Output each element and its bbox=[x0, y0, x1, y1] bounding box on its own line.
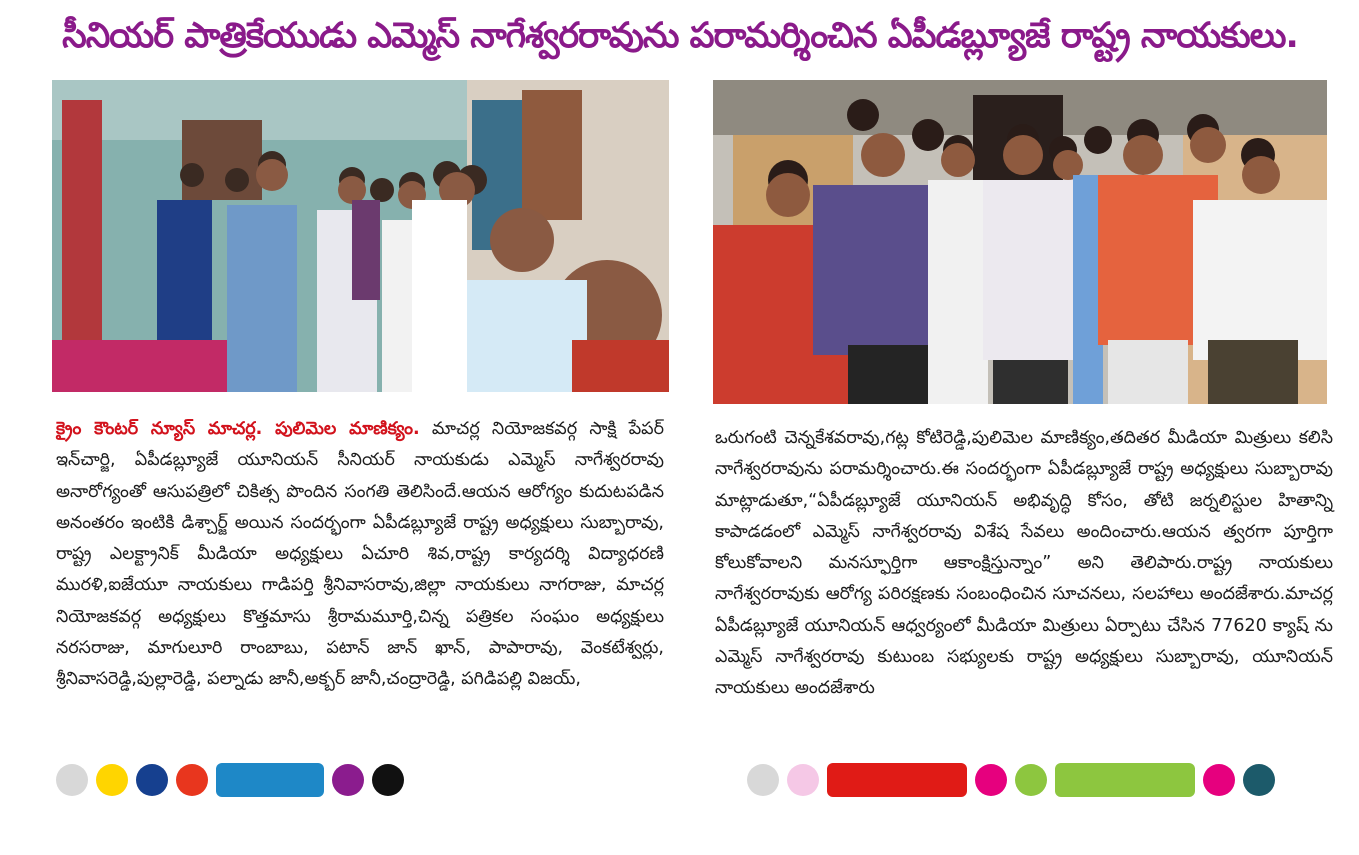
color-registration-bar-left bbox=[56, 762, 412, 798]
article-right-body: ఒరుగంటి చెన్నకేశవరావు,గట్ల కోటిరెడ్డి,పులిమెల మాణిక్యం,తదితర మీడియా మిత్రులు కలిసి నాగేశ్వరరావును పరామర్శించారు.ఈ సందర్భంగా ఏపీడబ్ల్యూజే రాష్ట్ర అధ్యక్షులు సుబ్బారావు మాట్లాడుతూ,“ఏపీడబ్ల్యూజే యూనియన్ అభివృద్ధి కోసం, తోటి జర్నలిస్టుల హితాన్ని కాపాడడంలో ఎమ్మెస్ నాగేశ్వరరావు విశేష సేవలు అందించారు.ఆయన త్వరగా పూర్తిగా కోలుకోవాలని మనస్ఫూర్తిగా ఆకాంక్షిస్తున్నాం” అని తెలిపారు.రాష్ట్ర నాయకులు నాగేశ్వరరావుకు ఆరోగ్య పరిరక్షణకు సంబంధించిన సూచనలు, సలహాలు అందజేశారు.మాచర్ల ఏపీడబ్ల్యూజే యూనియన్ ఆధ్వర్యంలో మీడియా మిత్రులు ఏర్పాటు చేసిన 77620 క్యాష్ ను ఎమ్మెస్ నాగేశ్వరరావు కుటుంబ సభ్యులకు రాష్ట్ర అధ్యక్షులు సుబ్బారావు, యూనియన్ నాయకులు అందజేశారు bbox=[715, 428, 1333, 699]
color-swatch bbox=[747, 764, 779, 796]
color-swatch bbox=[332, 764, 364, 796]
color-swatch bbox=[56, 764, 88, 796]
color-swatch bbox=[1055, 763, 1195, 797]
color-swatch bbox=[372, 764, 404, 796]
article-left bbox=[56, 414, 664, 746]
article-right bbox=[715, 423, 1333, 755]
color-swatch bbox=[96, 764, 128, 796]
article-left-body: మాచర్ల నియోజకవర్గ సాక్షి పేపర్ ఇన్‌చార్జి, ఏపీడబ్ల్యూజే యూనియన్ సీనియర్ నాయకుడు ఎమ్మెస్ నాగేశ్వరరావు అనారోగ్యంతో ఆసుపత్రిలో చికిత్స పొందిన సంగతి తెలిసిందే.ఆయన ఆరోగ్యం కుదుటపడిన అనంతరం ఇంటికి డిశ్చార్జ్ అయిన సందర్భంగా ఏపీడబ్ల్యూజే రాష్ట్ర అధ్యక్షులు సుబ్బారావు, రాష్ట్ర ఎలక్ట్రానిక్ మీడియా అధ్యక్షులు ఏచూరి శివ,రాష్ట్ర కార్యదర్శి విద్యాధరణి మురళి,ఐజేయూ నాయకులు గాడిపర్తి శ్రీనివాసరావు,జిల్లా నాయకులు నాగరాజు, మాచర్ల నియోజకవర్గ అధ్యక్షులు కొత్తమాసు శ్రీరామమూర్తి,చిన్న పత్రికల సంఘం అధ్యక్షులు నరసరాజు, మాగులూరి రాంబాబు, పటాన్ జాన్ ఖాన్, పాపారావు, వెంకటేశ్వర్లు, శ్రీనివాసరెడ్డి,పుల్లారెడ్డి, పల్నాడు జానీ,అక్బర్ జానీ,చంద్రారెడ్డి, పగిడిపల్లి విజయ్, bbox=[56, 419, 664, 690]
color-swatch bbox=[1203, 764, 1235, 796]
byline: క్రైం కౌంటర్ న్యూస్ మాచర్ల. పులిమెల మాణిక్యం. bbox=[56, 419, 420, 439]
color-swatch bbox=[216, 763, 324, 797]
color-swatch bbox=[1243, 764, 1275, 796]
color-swatch bbox=[176, 764, 208, 796]
color-swatch bbox=[136, 764, 168, 796]
color-swatch bbox=[1015, 764, 1047, 796]
color-swatch bbox=[827, 763, 967, 797]
color-registration-bar-right bbox=[747, 762, 1283, 798]
group-photo-left bbox=[52, 80, 669, 392]
color-swatch bbox=[787, 764, 819, 796]
color-swatch bbox=[975, 764, 1007, 796]
headline: సీనియర్ పాత్రికేయుడు ఎమ్మెస్ నాగేశ్వరరావును పరామర్శించిన ఏపీడబ్ల్యూజే రాష్ట్ర నాయకులు. bbox=[62, 16, 1298, 56]
group-photo-right bbox=[713, 80, 1327, 404]
